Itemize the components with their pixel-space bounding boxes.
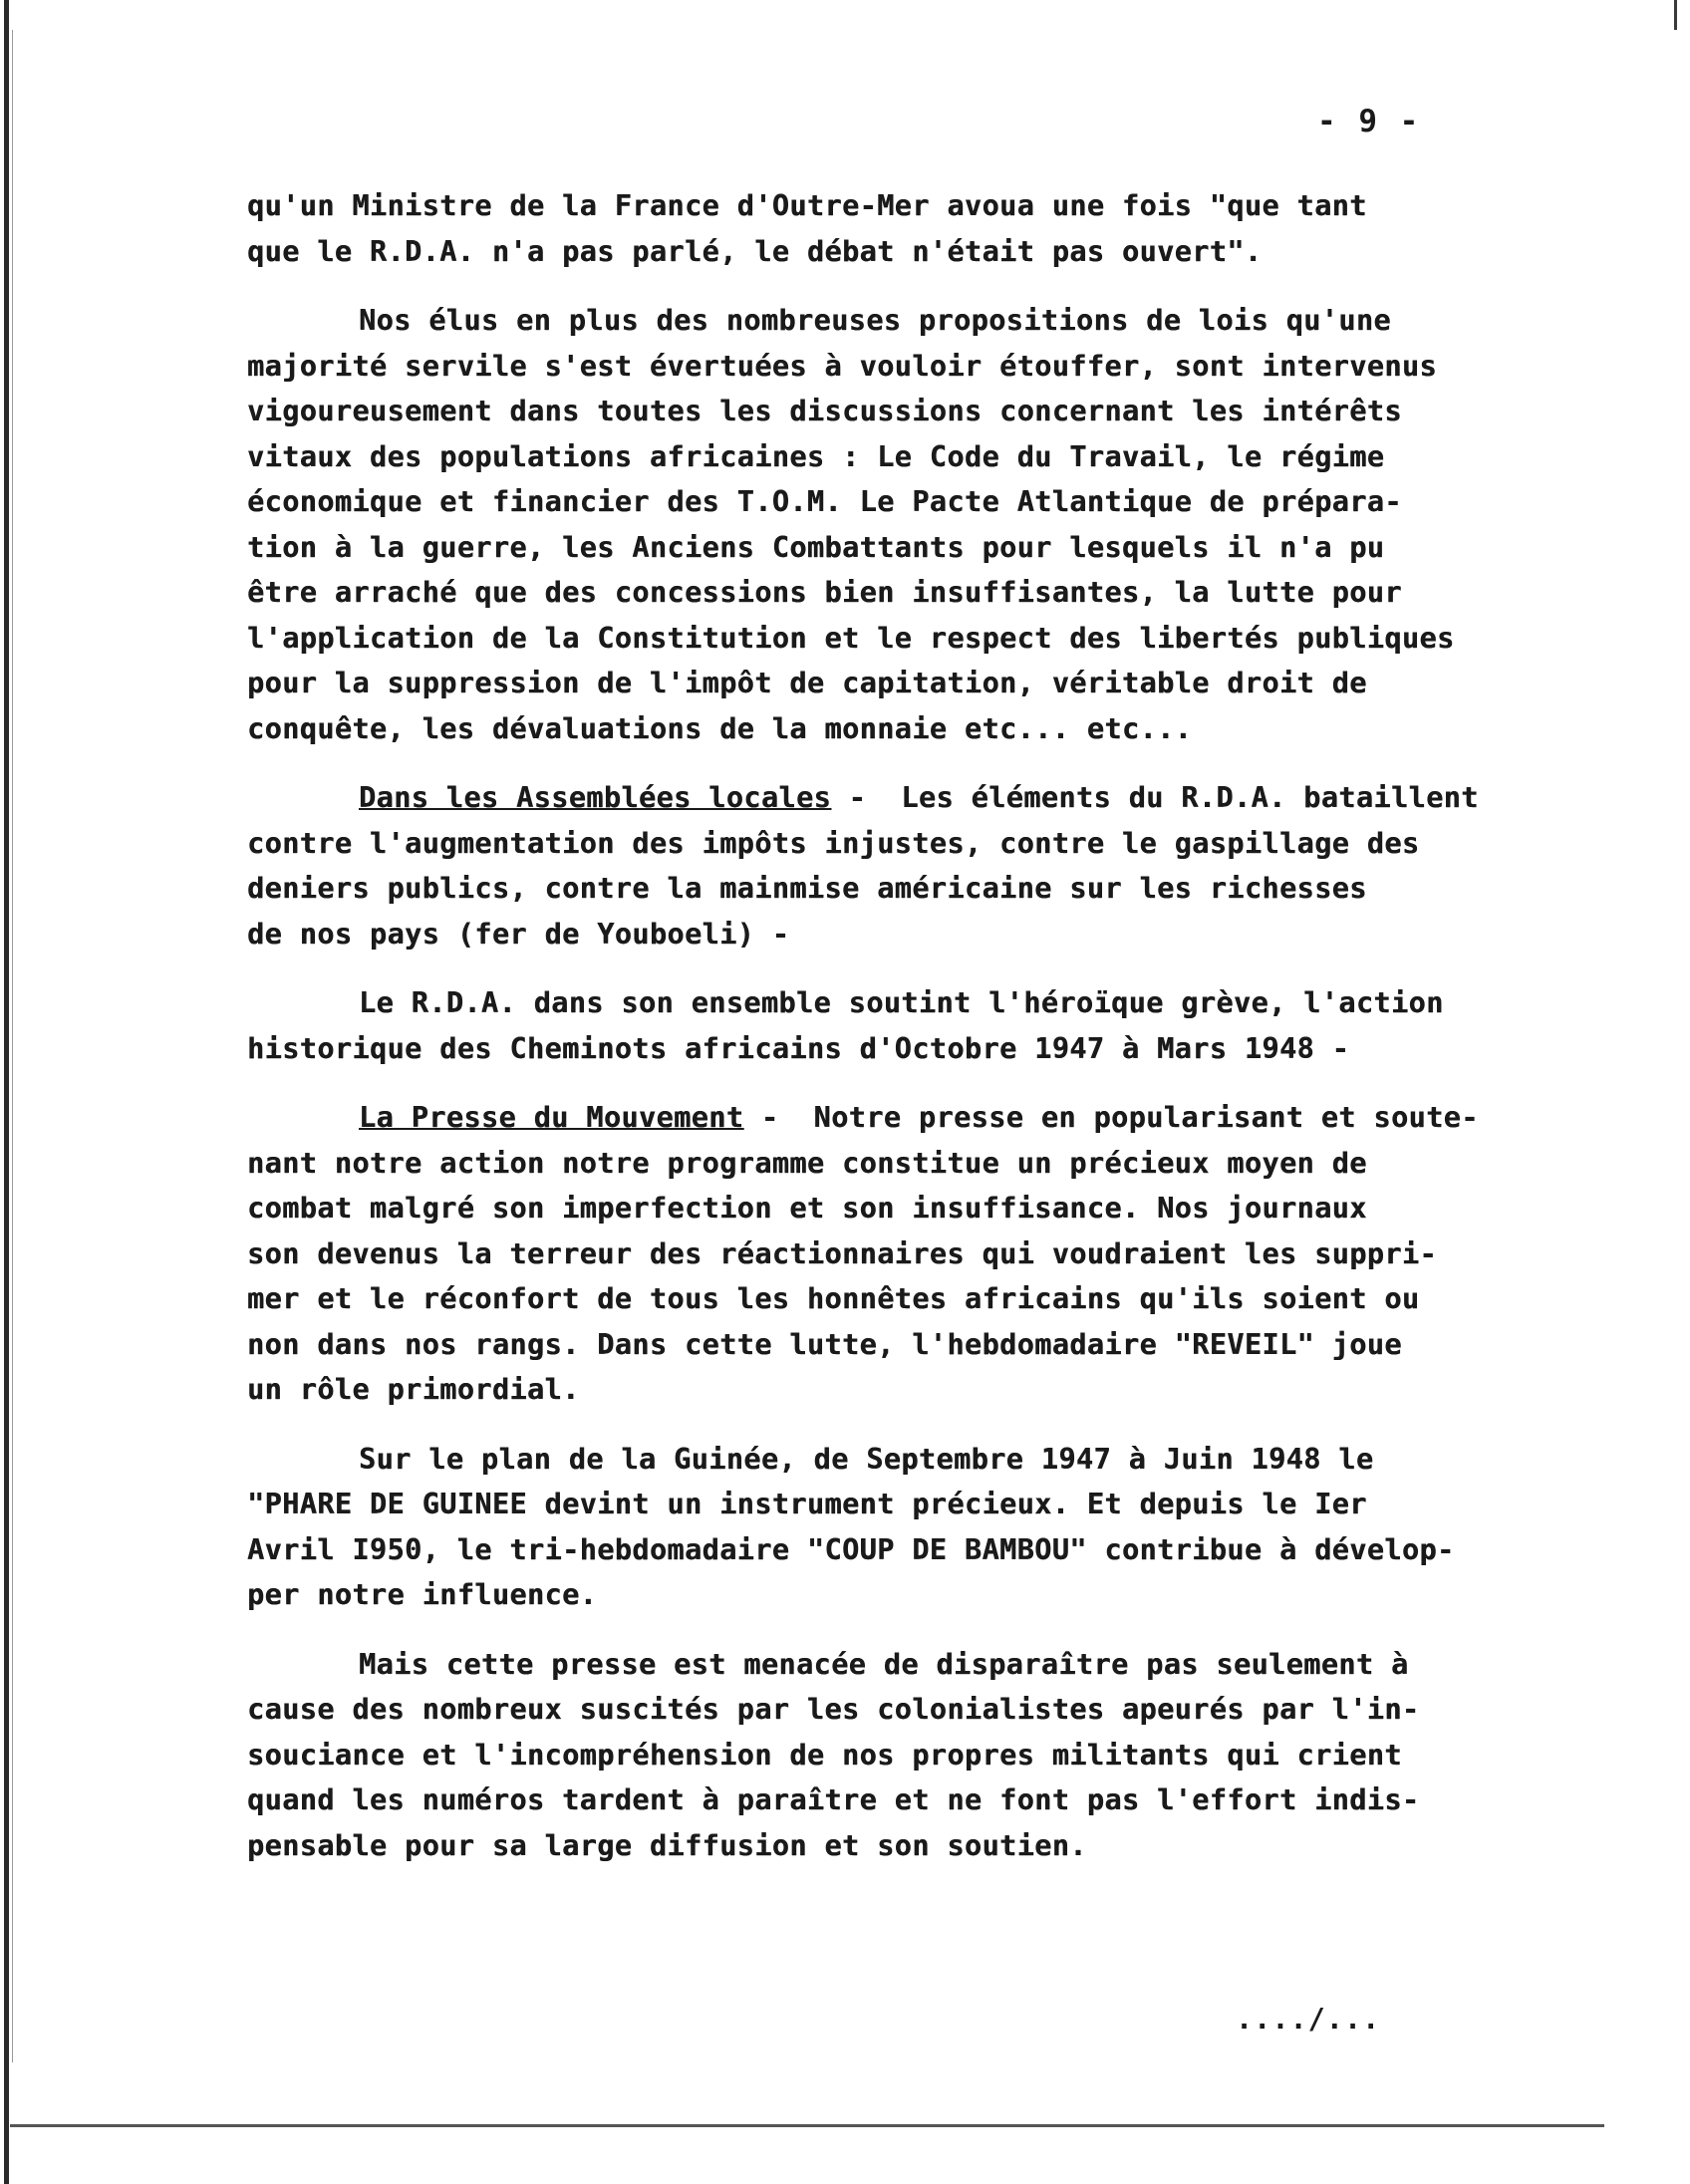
text-line: conquête, les dévaluations de la monnaie etc... etc...: [247, 711, 1193, 745]
text-line: l'application de la Constitution et le respect des libertés publiques: [247, 621, 1455, 655]
text-line: contre l'augmentation des impôts injustes, contre le gaspillage des: [247, 826, 1420, 860]
paragraph: [247, 183, 1622, 274]
text-line: son devenus la terreur des réactionnaires qui voudraient les suppri-: [247, 1236, 1437, 1270]
continuation-mark: ..../...: [1236, 2003, 1381, 2036]
text-line: économique et financier des T.O.M. Le Pacte Atlantique de prépara-: [247, 485, 1402, 518]
text-line: pensable pour sa large diffusion et son soutien.: [247, 1828, 1087, 1862]
paragraph: [247, 775, 1622, 956]
paragraph: [247, 1095, 1622, 1413]
text-line-rest: - Notre presse en popularisant et soute-: [743, 1101, 1479, 1134]
text-line: Le R.D.A. dans son ensemble soutint l'héroïque grève, l'action: [359, 986, 1444, 1019]
paragraph: [247, 298, 1622, 751]
text-line: [247, 775, 1622, 821]
text-line: [247, 1095, 1622, 1141]
text-line: Avril I950, le tri-hebdomadaire "COUP DE BAMBOU" contribue à dévelop-: [247, 1532, 1455, 1566]
top-right-mark: [1674, 0, 1677, 30]
bottom-margin-rule: [10, 2124, 1604, 2127]
text-line: souciance et l'incompréhension de nos propres militants qui crient: [247, 1738, 1402, 1772]
text-line: Sur le plan de la Guinée, de Septembre 1947 à Juin 1948 le: [359, 1442, 1374, 1476]
left-margin-rule: [4, 0, 9, 2184]
text-line: per notre influence.: [247, 1578, 598, 1611]
text-line: vitaux des populations africaines : Le Code du Travail, le régime: [247, 439, 1385, 473]
section-heading: Dans les Assemblées locales: [359, 781, 832, 814]
document-body: [247, 183, 1622, 1892]
text-line: un rôle primordial.: [247, 1373, 580, 1406]
text-line: qu'un Ministre de la France d'Outre-Mer avoua une fois "que tant: [247, 189, 1367, 222]
text-line: pour la suppression de l'impôt de capitation, véritable droit de: [247, 667, 1367, 699]
text-line: Nos élus en plus des nombreuses propositions de lois qu'une: [359, 304, 1391, 337]
text-line: tion à la guerre, les Anciens Combattants pour lesquels il n'a pu: [247, 530, 1385, 564]
left-margin-inner-rule: [12, 30, 13, 2062]
paragraph: [247, 980, 1622, 1071]
text-line: quand les numéros tardent à paraître et ne font pas l'effort indis-: [247, 1783, 1420, 1816]
text-line: de nos pays (fer de Youboeli) -: [247, 917, 790, 951]
paragraph: [247, 1642, 1622, 1869]
text-line: "PHARE DE GUINEE devint un instrument précieux. Et depuis le Ier: [247, 1488, 1367, 1520]
text-line: cause des nombreux suscités par les colonialistes apeurés par l'in-: [247, 1693, 1420, 1726]
text-line: nant notre action notre programme constitue un précieux moyen de: [247, 1146, 1367, 1180]
text-line: Mais cette presse est menacée de disparaître pas seulement à: [359, 1647, 1409, 1681]
text-line: que le R.D.A. n'a pas parlé, le débat n'était pas ouvert".: [247, 234, 1263, 268]
text-line: vigoureusement dans toutes les discussions concernant les intérêts: [247, 395, 1402, 427]
section-heading: La Presse du Mouvement: [359, 1101, 744, 1134]
text-line: combat malgré son imperfection et son insuffisance. Nos journaux: [247, 1192, 1367, 1225]
page-number: - 9 -: [1317, 104, 1421, 139]
text-line: mer et le réconfort de tous les honnêtes africains qu'ils soient ou: [247, 1282, 1420, 1315]
text-line-rest: - Les éléments du R.D.A. bataillent: [831, 781, 1479, 814]
text-line: historique des Cheminots africains d'Octobre 1947 à Mars 1948 -: [247, 1031, 1350, 1065]
text-line: majorité servile s'est évertuées à vouloir étouffer, sont intervenus: [247, 349, 1437, 383]
text-line: deniers publics, contre la mainmise américaine sur les richesses: [247, 872, 1367, 905]
text-line: non dans nos rangs. Dans cette lutte, l'hebdomadaire "REVEIL" joue: [247, 1327, 1402, 1361]
text-line: être arraché que des concessions bien insuffisantes, la lutte pour: [247, 576, 1402, 609]
paragraph: [247, 1437, 1622, 1618]
